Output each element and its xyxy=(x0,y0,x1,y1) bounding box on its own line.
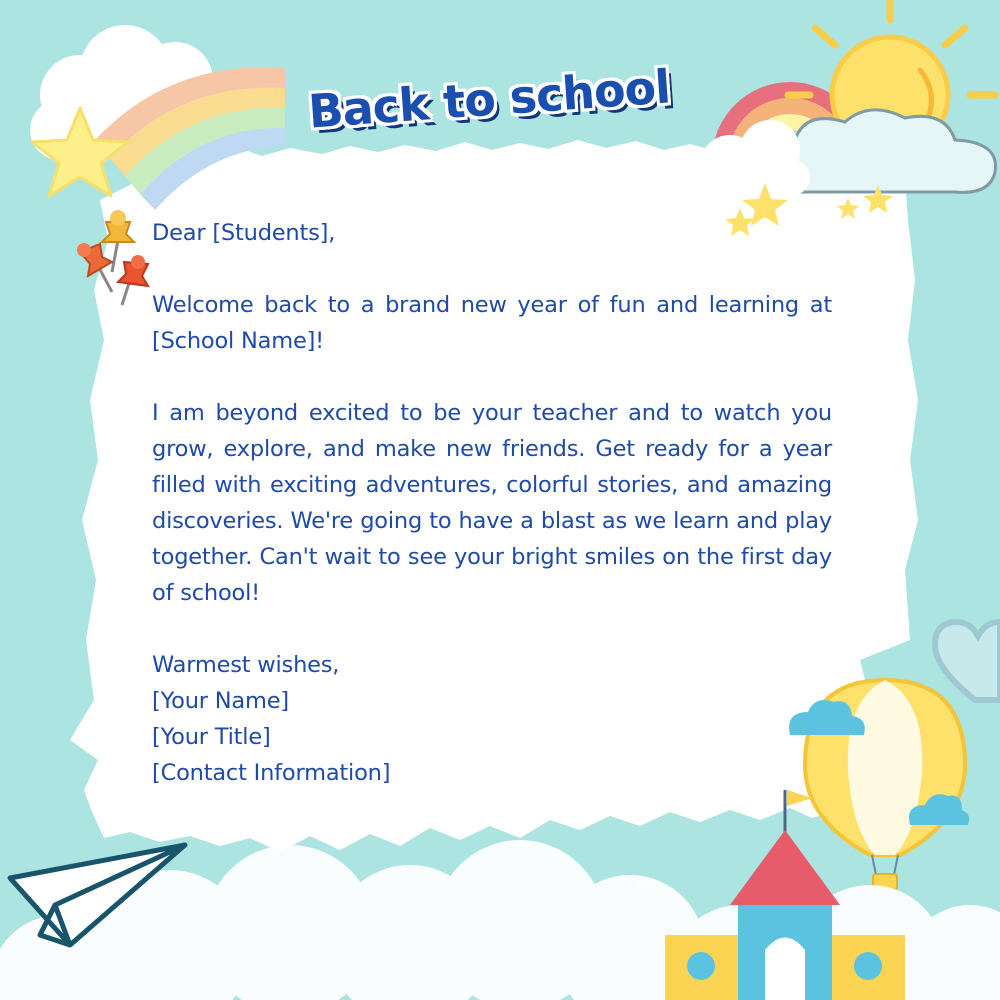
heart-icon xyxy=(935,622,1000,700)
main-paragraph: I am beyond excited to be your teacher and to watch you grow, explore, and make new friends. Get ready for a year filled with exciting adventures, colorful stories, and amazing discoveries. We're going to have a blast as we learn and play together. Can't wait to see your bright smiles on the first day of school! xyxy=(152,400,832,606)
page-title: Back to school xyxy=(306,59,672,139)
greeting: Dear [Students], xyxy=(152,220,336,246)
closing: Warmest wishes, xyxy=(152,652,340,678)
welcome-paragraph: Welcome back to a brand new year of fun and learning at [School Name]! xyxy=(152,292,832,354)
signature-title: [Your Title] xyxy=(152,724,271,750)
signature-name: [Your Name] xyxy=(152,688,289,714)
signature-contact: [Contact Information] xyxy=(152,760,391,786)
letter-body xyxy=(152,215,832,791)
